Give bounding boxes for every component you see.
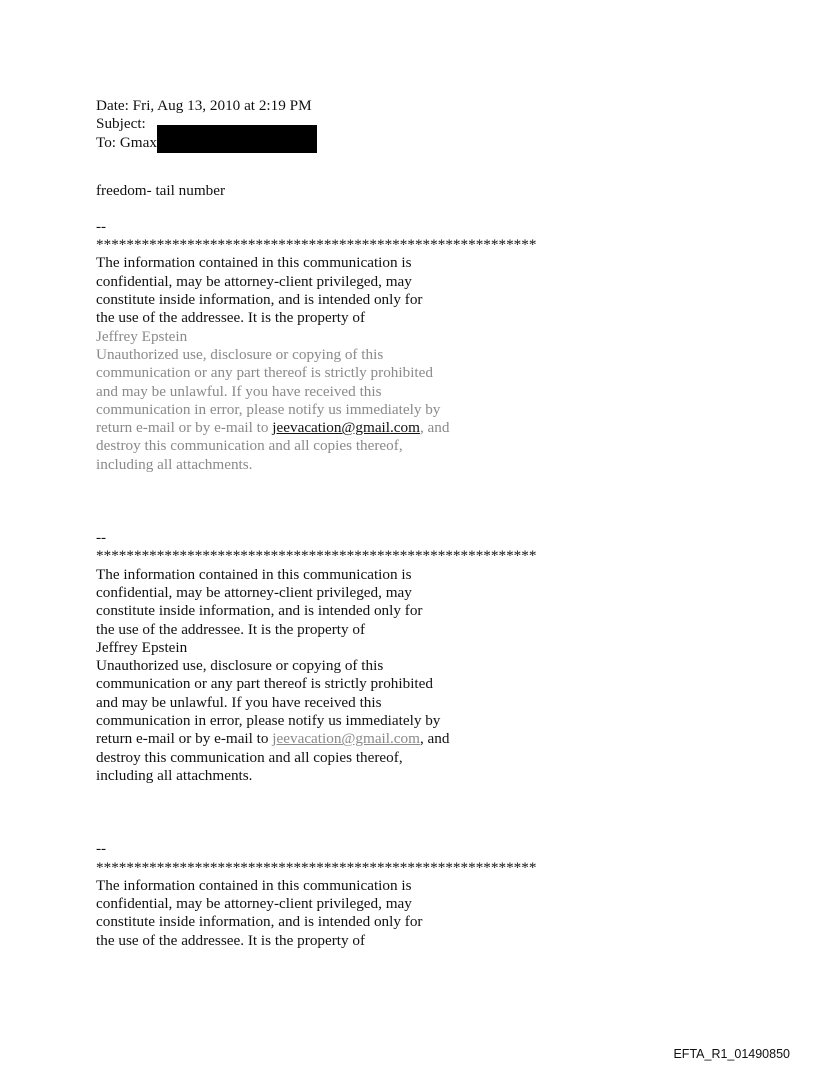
signature-dashes: --: [96, 217, 107, 235]
signature-block-3: [96, 840, 716, 950]
disclaimer-line: the use of the addressee. It is the property of: [96, 309, 366, 327]
disclaimer-line: destroy this communication and all copies thereof,: [96, 748, 403, 766]
owner-name: Jeffrey Epstein: [96, 327, 188, 345]
signature-dashes: --: [96, 529, 107, 547]
disclaimer-line: communication or any part thereof is strictly prohibited: [96, 675, 433, 693]
signature-block-2: [96, 529, 716, 785]
disclaimer-line: including all attachments.: [96, 455, 253, 473]
disclaimer-line: The information contained in this communication is: [96, 876, 412, 894]
return-text-end: , and: [419, 730, 450, 748]
email-header: [96, 97, 716, 153]
disclaimer-line: and may be unlawful. If you have received this: [96, 382, 382, 400]
disclaimer-line: constitute inside information, and is intended only for: [96, 913, 423, 931]
disclaimer-line: and may be unlawful. If you have received this: [96, 693, 382, 711]
disclaimer-line: communication in error, please notify us immediately by: [96, 400, 441, 418]
signature-asterisks: **********************************************************: [96, 858, 537, 876]
disclaimer-line: communication or any part thereof is strictly prohibited: [96, 364, 433, 382]
signature-dashes: --: [96, 840, 107, 858]
disclaimer-line: constitute inside information, and is intended only for: [96, 291, 423, 309]
message-body: freedom- tail number: [96, 181, 226, 199]
disclaimer-line: the use of the addressee. It is the property of: [96, 931, 366, 949]
disclaimer-line: constitute inside information, and is intended only for: [96, 602, 423, 620]
disclaimer-line: confidential, may be attorney-client privileged, may: [96, 895, 412, 913]
redaction-box: [157, 125, 317, 153]
disclaimer-line: The information contained in this communication is: [96, 254, 412, 272]
signature-block-1: [96, 218, 716, 474]
return-text: return e-mail or by e-mail to: [96, 419, 273, 437]
disclaimer-line: including all attachments.: [96, 766, 253, 784]
document-id-footer: EFTA_R1_01490850: [673, 1046, 790, 1061]
return-text-end: , and: [419, 419, 450, 437]
disclaimer-line: communication in error, please notify us immediately by: [96, 712, 441, 730]
date-line: Date: Fri, Aug 13, 2010 at 2:19 PM: [96, 97, 312, 114]
disclaimer-return-line: [96, 419, 716, 437]
email-document: [96, 97, 716, 950]
to-line: [96, 134, 716, 153]
disclaimer-return-line: [96, 730, 716, 748]
to-label: To: Gmax: [96, 133, 157, 151]
disclaimer-line: Unauthorized use, disclosure or copying of this: [96, 345, 384, 363]
signature-asterisks: **********************************************************: [96, 547, 537, 565]
signature-asterisks: **********************************************************: [96, 236, 537, 254]
disclaimer-line: destroy this communication and all copies thereof,: [96, 437, 403, 455]
disclaimer-line: confidential, may be attorney-client privileged, may: [96, 583, 412, 601]
owner-name: Jeffrey Epstein: [96, 638, 188, 656]
email-link[interactable]: jeevacation@gmail.com: [272, 419, 420, 437]
disclaimer-line: the use of the addressee. It is the property of: [96, 620, 366, 638]
return-text: return e-mail or by e-mail to: [96, 730, 273, 748]
disclaimer-line: confidential, may be attorney-client privileged, may: [96, 272, 412, 290]
disclaimer-line: Unauthorized use, disclosure or copying of this: [96, 657, 384, 675]
disclaimer-line: The information contained in this communication is: [96, 565, 412, 583]
email-link[interactable]: jeevacation@gmail.com: [272, 730, 420, 748]
subject-line: Subject:: [96, 115, 146, 133]
